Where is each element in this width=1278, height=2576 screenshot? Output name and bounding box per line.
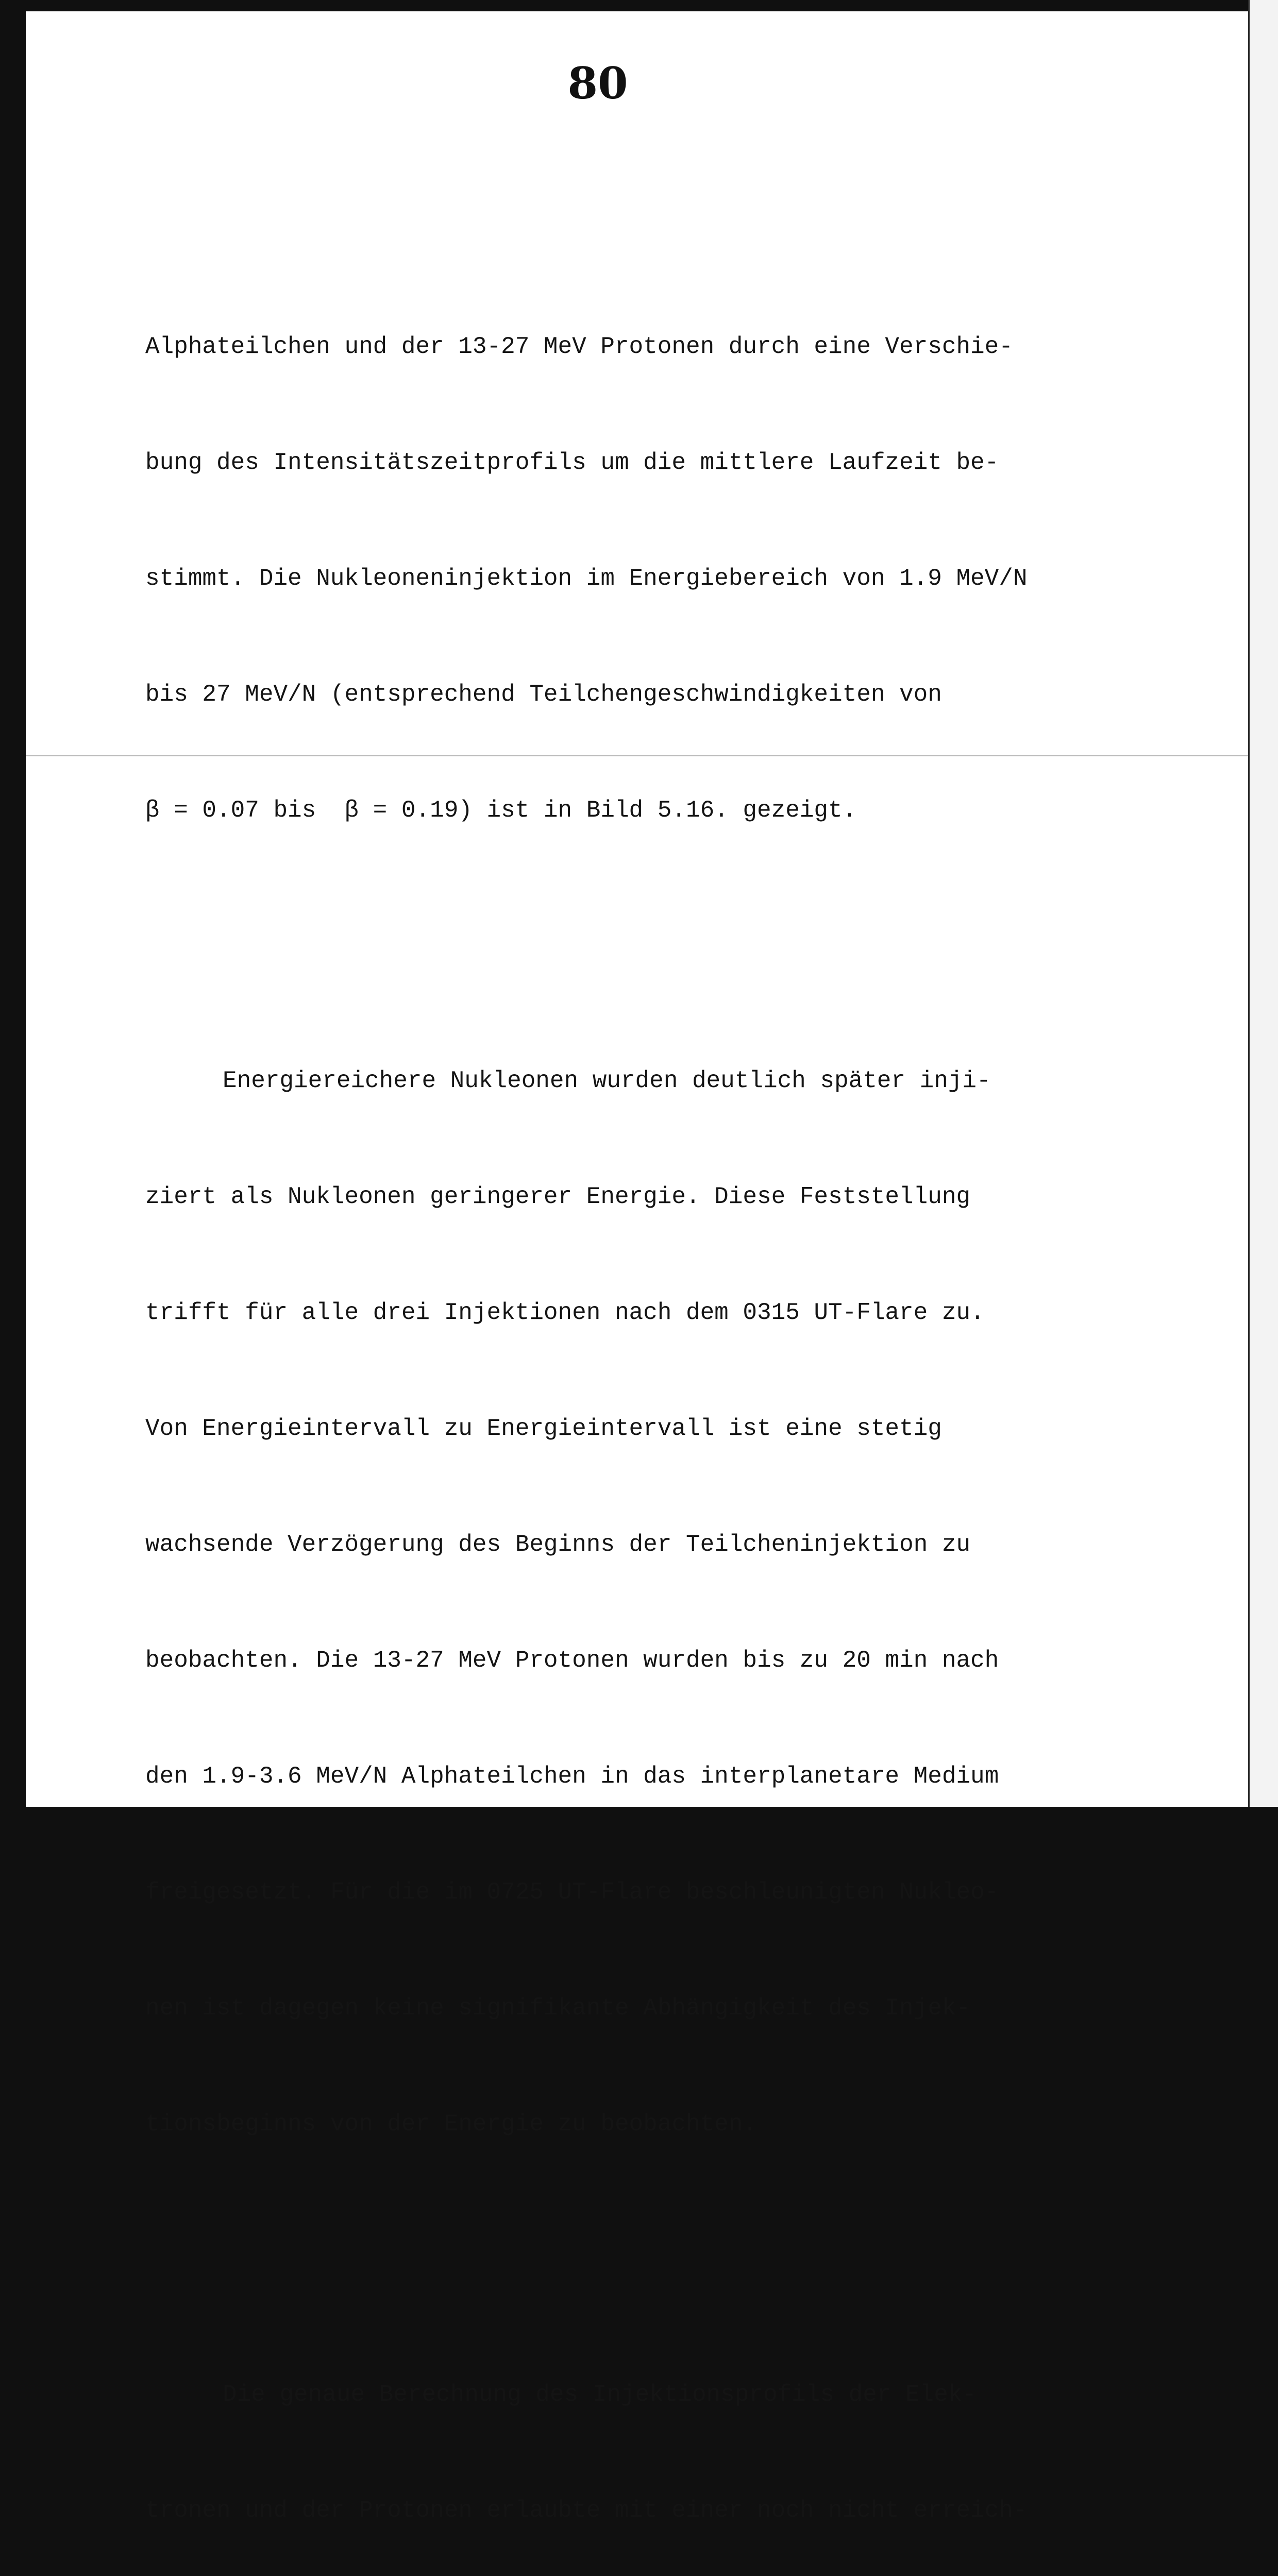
scan-edge bbox=[1248, 0, 1278, 1807]
text-line: tronen und der Protonen erlaubte mit einer noch nicht erreich- bbox=[145, 2497, 1028, 2524]
text-line: stimmt. Die Nukleoneninjektion im Energiebereich von 1.9 MeV/N bbox=[145, 565, 1028, 592]
text-line: Von Energieintervall zu Energieintervall ist eine stetig bbox=[145, 1415, 942, 1442]
text-line: Energiereichere Nukleonen wurden deutlich später inji- bbox=[223, 1067, 991, 1094]
text-line: den 1.9-3.6 MeV/N Alphateilchen in das interplanetare Medium bbox=[145, 1763, 999, 1790]
text-line: Alphateilchen und der 13-27 MeV Protonen durch eine Verschie- bbox=[145, 333, 1013, 360]
paragraph-1 bbox=[145, 250, 1135, 907]
text-line: beobachten. Die 13-27 MeV Protonen wurden bis zu 20 min nach bbox=[145, 1647, 999, 1674]
text-line: trifft für alle drei Injektionen nach dem 0315 UT-Flare zu. bbox=[145, 1299, 985, 1326]
text-line: bis 27 MeV/N (entsprechend Teilchengeschwindigkeiten von bbox=[145, 681, 942, 708]
text-line: wachsende Verzögerung des Beginns der Teilcheninjektion zu bbox=[145, 1531, 971, 1558]
text-line: ziert als Nukleonen geringerer Energie. Diese Feststellung bbox=[145, 1183, 971, 1210]
text-line: β = 0.07 bis β = 0.19) ist in Bild 5.16. gezeigt. bbox=[145, 797, 857, 824]
text-line: bung des Intensitätszeitprofils um die mittlere Laufzeit be- bbox=[145, 449, 999, 476]
text-line: tionsbeginns von der Energie zu beobachten. bbox=[145, 2111, 757, 2138]
page-number: 80 bbox=[567, 58, 628, 109]
text-line: freigesetzt. Für die im 0725 UT-Flare beschleunigten Nukleo- bbox=[145, 1879, 999, 1906]
paragraph-2 bbox=[145, 985, 1135, 2221]
body-text bbox=[145, 173, 1135, 2576]
text-line: nen ist dagegen keine signifikante Abhängigkeit des Injek- bbox=[145, 1995, 971, 2022]
text-line: Die genaue Berechnung des Injektionsprofils der Elek- bbox=[223, 2381, 977, 2408]
paragraph-3 bbox=[145, 2298, 1135, 2576]
